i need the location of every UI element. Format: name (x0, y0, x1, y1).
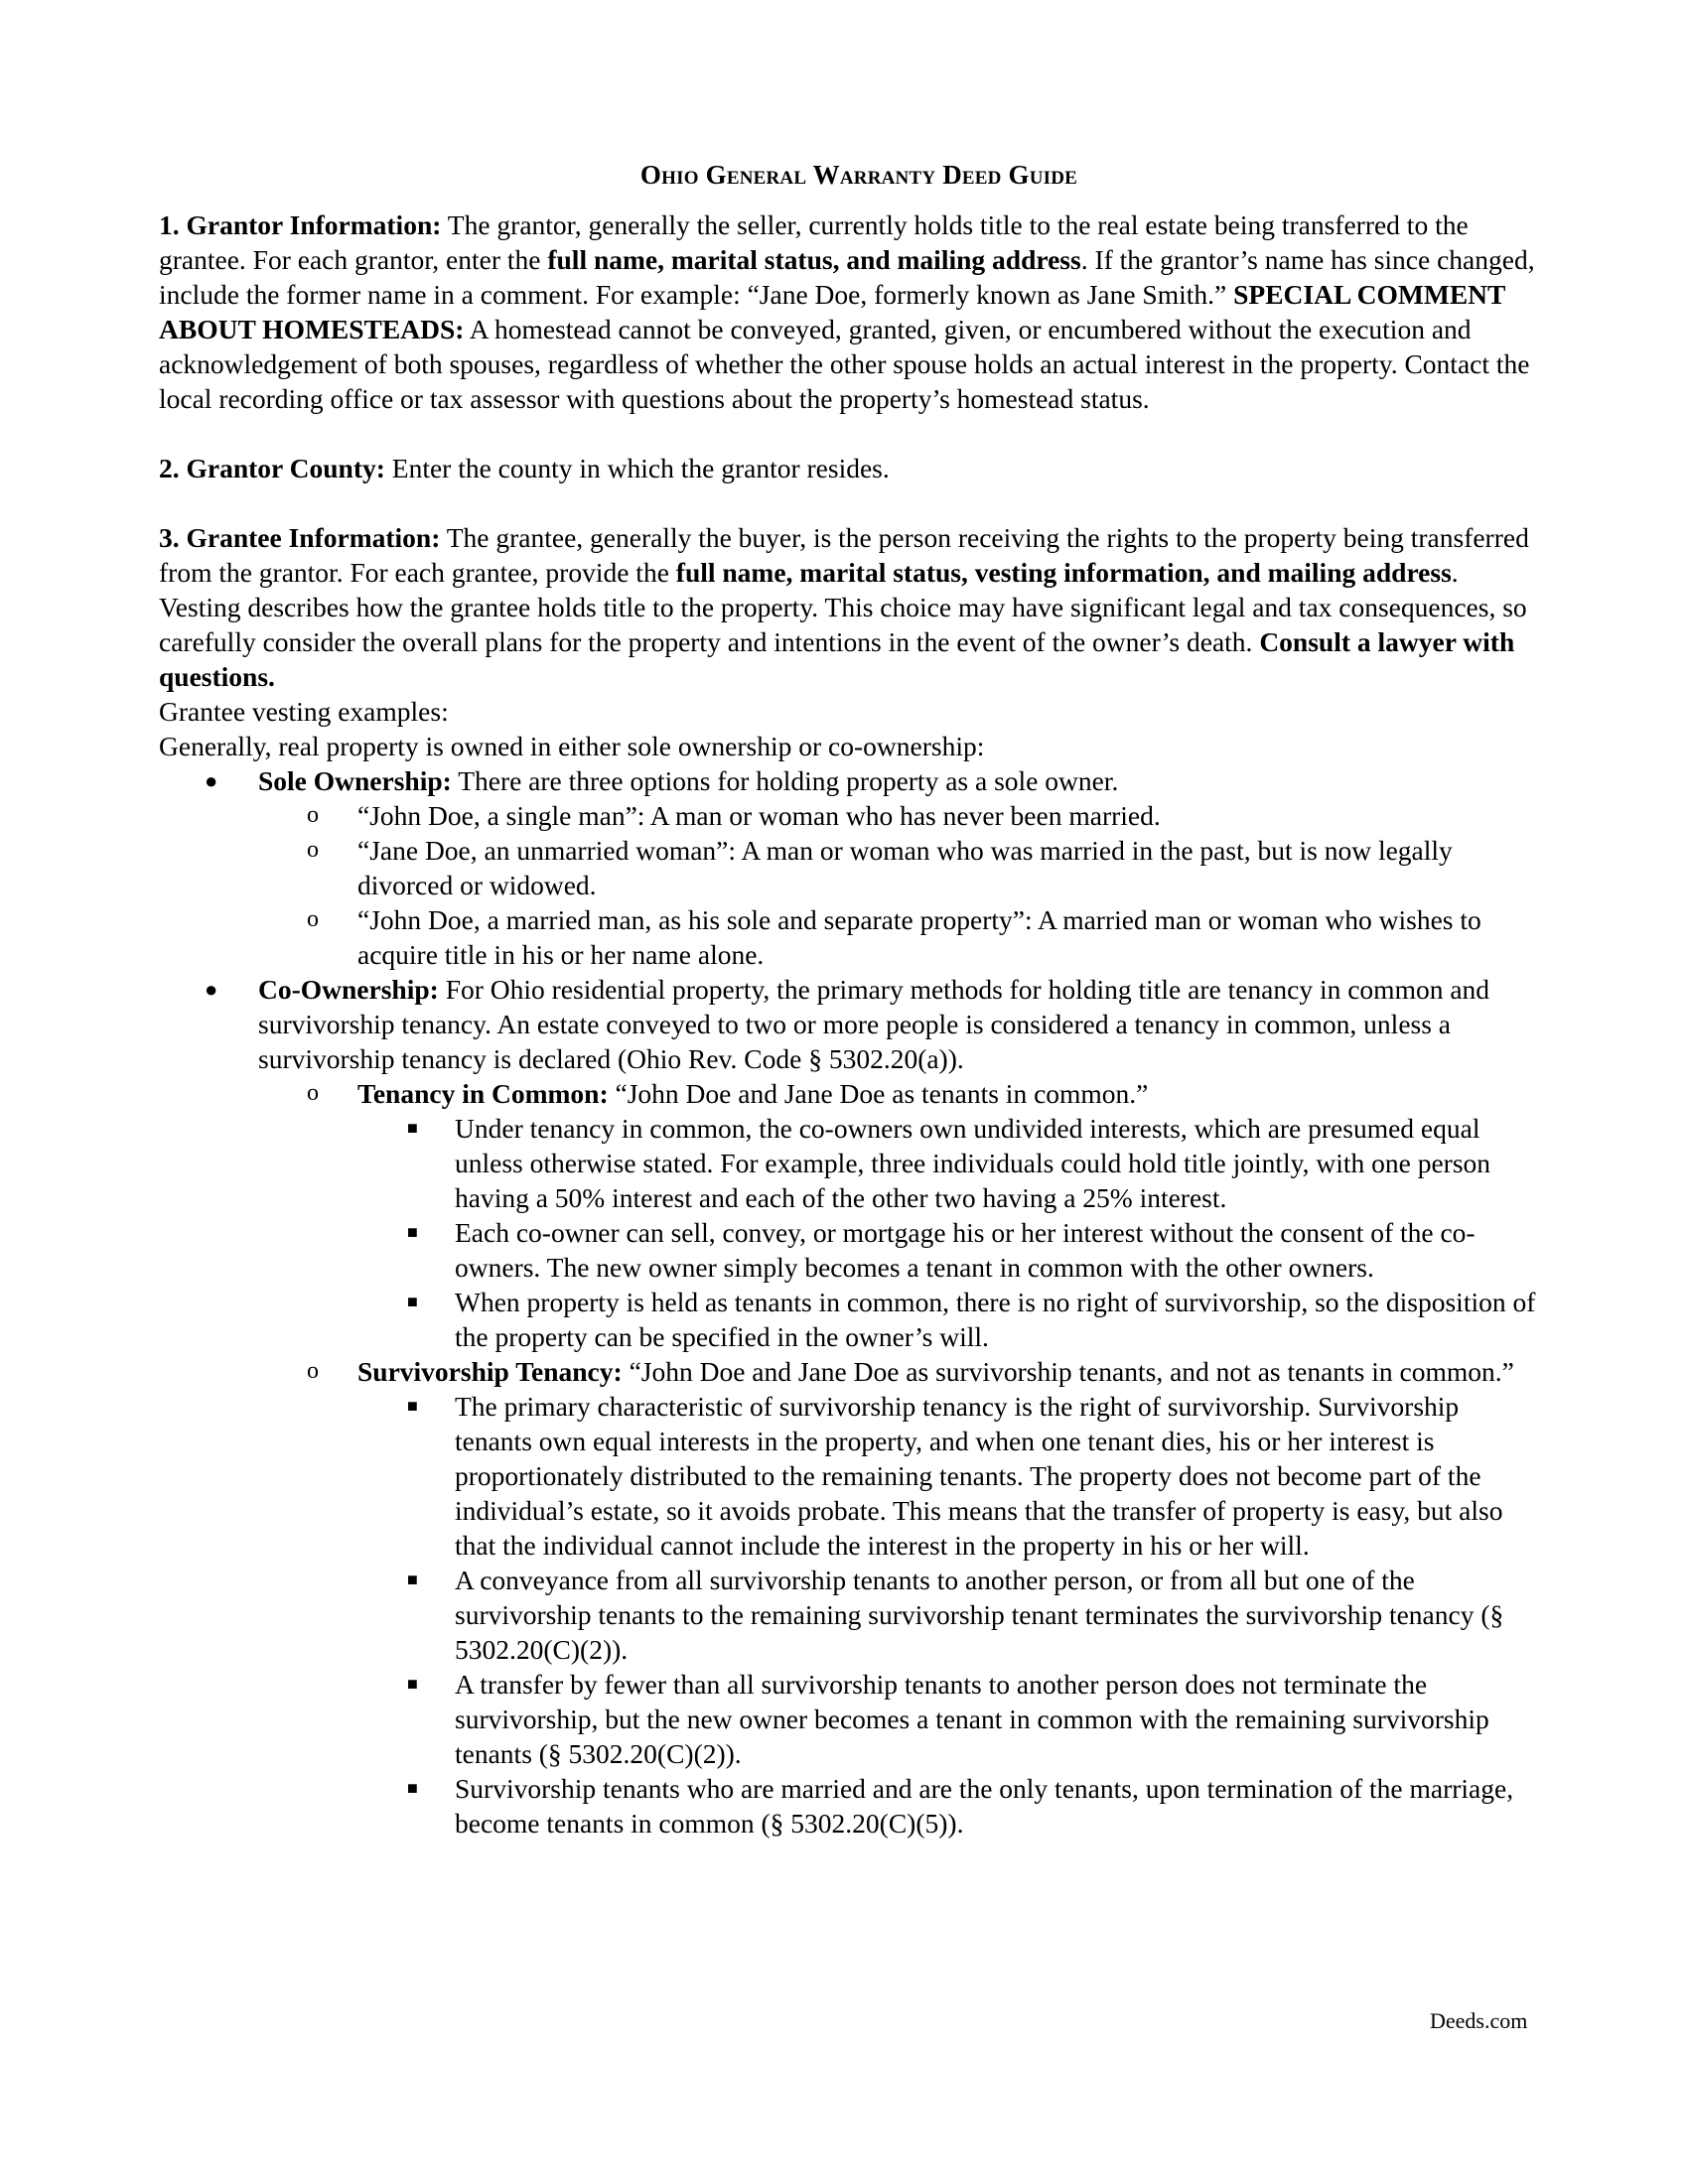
section-heading: 1. Grantor Information: (159, 209, 442, 240)
list-item-sole-ownership: ● Sole Ownership: There are three options for holding property as a sole owner. o “John Doe, a single man”: A man or woman who has never been married. o “Jane Doe, an unmarried woman”: A man or woman who was married in the past, but is now legally divorced or widowed. o “John Doe, a married man, as his sole and separate property”: A married man or woman who wishes to acquire title in his or her name alone. (159, 763, 1539, 972)
list-item: o “Jane Doe, an unmarried woman”: A man or woman who was married in the past, but is now legally divorced or widowed. (307, 835, 1453, 900)
list-item: ■ A conveyance from all survivorship tenants to another person, or from all but one of the survivorship tenants to the remaining survivorship tenant terminates the survivorship tenancy (§ 5302.20(C)(2)). (407, 1565, 1504, 1665)
square-bullet-icon: ■ (407, 1292, 418, 1311)
list-item: ■ The primary characteristic of survivorship tenancy is the right of survivorship. Survivorship tenants own equal interests in the property, and when one tenant dies, his or her interest is proportionately distributed to the remaining tenants. The property does not become part of the individual’s estate, so it avoids probate. This means that the transfer of property is easy, but also that the individual cannot include the interest in the property in his or her will. (407, 1391, 1503, 1561)
sole-ownership-options (258, 798, 1539, 972)
section-heading: 3. Grantee Information: (159, 522, 441, 553)
tenancy-in-common-details (357, 1111, 1539, 1354)
ownership-intro: Generally, real property is owned in either sole ownership or co-ownership: (159, 731, 985, 761)
square-bullet-icon: ■ (407, 1222, 418, 1242)
bullet-icon: ● (205, 977, 218, 1002)
list-item: ■ Under tenancy in common, the co-owners own undivided interests, which are presumed equal unless otherwise stated. For example, three individuals could hold title jointly, with one person having a 50% interest and each of the other two having a 25% interest. (407, 1113, 1491, 1213)
circle-bullet-icon: o (307, 1358, 319, 1384)
survivorship-tenancy-details (357, 1389, 1539, 1841)
document-body (159, 158, 1539, 1841)
grantee-information-paragraph: 3. Grantee Information: The grantee, generally the buyer, is the person receiving the rights to the property being transferred from the grantor. For each grantee, provide the full name, marital status, vesting information, and mailing address. Vesting describes how the grantee holds title to the property. This choice may have significant legal and tax consequences, so carefully consider the overall plans for the property and intentions in the event of the owner’s death. Consult a lawyer with questions. (159, 522, 1529, 692)
list-item: ■ A transfer by fewer than all survivorship tenants to another person does not terminate the survivorship, but the new owner becomes a tenant in common with the remaining survivorship tenants (§ 5302.20(C)(2)). (407, 1669, 1489, 1769)
square-bullet-icon: ■ (407, 1118, 418, 1138)
list-item: ■ When property is held as tenants in common, there is no right of survivorship, so the disposition of the property can be specified in the owner’s will. (407, 1287, 1536, 1352)
square-bullet-icon: ■ (407, 1778, 418, 1798)
footer-site-name: Deeds.com (1430, 2008, 1528, 2033)
ownership-list (159, 763, 1539, 1841)
list-item: ■ Each co-owner can sell, convey, or mortgage his or her interest without the consent of the co-owners. The new owner simply becomes a tenant in common with the other owners. (407, 1217, 1476, 1283)
circle-bullet-icon: o (307, 837, 319, 863)
page-title: Ohio General Warranty Deed Guide (639, 160, 1078, 190)
circle-bullet-icon: o (307, 802, 319, 828)
grantor-county-paragraph: 2. Grantor County: Enter the county in which the grantor resides. (159, 453, 890, 483)
grantor-information-paragraph: 1. Grantor Information: The grantor, generally the seller, currently holds title to the real estate being transferred to the grantee. For each grantor, enter the full name, marital status, and mailing address. If the grantor’s name has since changed, include the former name in a comment. For example: “Jane Doe, formerly known as Jane Smith.” SPECIAL COMMENT ABOUT HOMESTEADS: A homestead cannot be conveyed, granted, given, or encumbered without the execution and acknowledgement of both spouses, regardless of whether the other spouse holds an actual interest in the property. Contact the local recording office or tax assessor with questions about the property’s homestead status. (159, 209, 1535, 414)
list-item-tenancy-in-common: o Tenancy in Common: “John Doe and Jane Doe as tenants in common.” ■ Under tenancy in common, the co-owners own undivided interests, which are presumed equal unless otherwise stated. For example, three individuals could hold title jointly, with one person having a 50% interest and each of the other two having a 25% interest. ■ Each co-owner can sell, convey, or mortgage his or her interest without the consent of the co-owners. The new owner simply becomes a tenant in common with the other owners. ■ When property is held as tenants in common, there is no right of survivorship, so the disposition of the property can be specified in the owner’s will. (159, 1076, 1539, 1354)
section-heading: 2. Grantor County: (159, 453, 385, 483)
bullet-icon: ● (205, 768, 218, 793)
list-item: ■ Survivorship tenants who are married and are the only tenants, upon termination of the marriage, become tenants in common (§ 5302.20(C)(5)). (407, 1773, 1514, 1839)
co-ownership-options (258, 1076, 1539, 1841)
circle-bullet-icon: o (307, 1080, 319, 1106)
circle-bullet-icon: o (307, 906, 319, 932)
square-bullet-icon: ■ (407, 1570, 418, 1589)
list-item: o “John Doe, a single man”: A man or woman who has never been married. (307, 800, 1161, 831)
vesting-intro: Grantee vesting examples: (159, 696, 449, 727)
list-item: o “John Doe, a married man, as his sole and separate property”: A married man or woman who wishes to acquire title in his or her name alone. (307, 904, 1481, 970)
square-bullet-icon: ■ (407, 1396, 418, 1416)
list-item-co-ownership: ● Co-Ownership: For Ohio residential property, the primary methods for holding title are tenancy in common and survivorship tenancy. An estate conveyed to two or more people is considered a tenancy in common, unless a survivorship tenancy is declared (Ohio Rev. Code § 5302.20(a)). o Tenancy in Common: “John Doe and Jane Doe as tenants in common.” ■ Under tenancy in common, the co-owners own undivided interests, which are presumed equal unless otherwise stated. For example, three individuals could hold title jointly, with one person having a 50% interest and each of the other two having a 25% interest. ■ Each co-owner can sell, convey, or mortgage his or her interest without the consent of the co-owners. The new owner simply becomes a tenant in common with the other owners. ■ When property is held as tenants in common, there is no right of survivorship, so the disposition of the property can be specified in the owner’s will. o Survivorship Tenancy: “John Doe and Jane Doe as survivorship tenants, and not as tenants in common.” ■ The primary characteristic of survivorship tenancy is the right of survivorship. Survivorship tenants own equal interests in the property, and when one tenant dies, his or her interest is proportionately distributed to the remaining tenants. The property does not become part of the individual’s estate, so it avoids probate. This means that the transfer of property is easy, but also that the individual cannot include the interest in the property in his or her will. ■ A conveyance from all survivorship tenants to another person, or from all but one of the survivorship tenants to the remaining survivorship tenant terminates the survivorship tenancy (§ 5302.20(C)(2)). ■ A transfer by fewer than all survivorship tenants to another person does not terminate the survivorship, but the new owner becomes a tenant in common with the remaining survivorship tenants (§ 5302.20(C)(2)). ■ Survivorship tenants who are married and are the only tenants, upon termination of the marriage, become tenants in common (§ 5302.20(C)(5)). (159, 972, 1539, 1841)
list-item-survivorship-tenancy: o Survivorship Tenancy: “John Doe and Jane Doe as survivorship tenants, and not as tenants in common.” ■ The primary characteristic of survivorship tenancy is the right of survivorship. Survivorship tenants own equal interests in the property, and when one tenant dies, his or her interest is proportionately distributed to the remaining tenants. The property does not become part of the individual’s estate, so it avoids probate. This means that the transfer of property is easy, but also that the individual cannot include the interest in the property in his or her will. ■ A conveyance from all survivorship tenants to another person, or from all but one of the survivorship tenants to the remaining survivorship tenant terminates the survivorship tenancy (§ 5302.20(C)(2)). ■ A transfer by fewer than all survivorship tenants to another person does not terminate the survivorship, but the new owner becomes a tenant in common with the remaining survivorship tenants (§ 5302.20(C)(2)). ■ Survivorship tenants who are married and are the only tenants, upon termination of the marriage, become tenants in common (§ 5302.20(C)(5)). (159, 1354, 1539, 1841)
square-bullet-icon: ■ (407, 1674, 418, 1694)
